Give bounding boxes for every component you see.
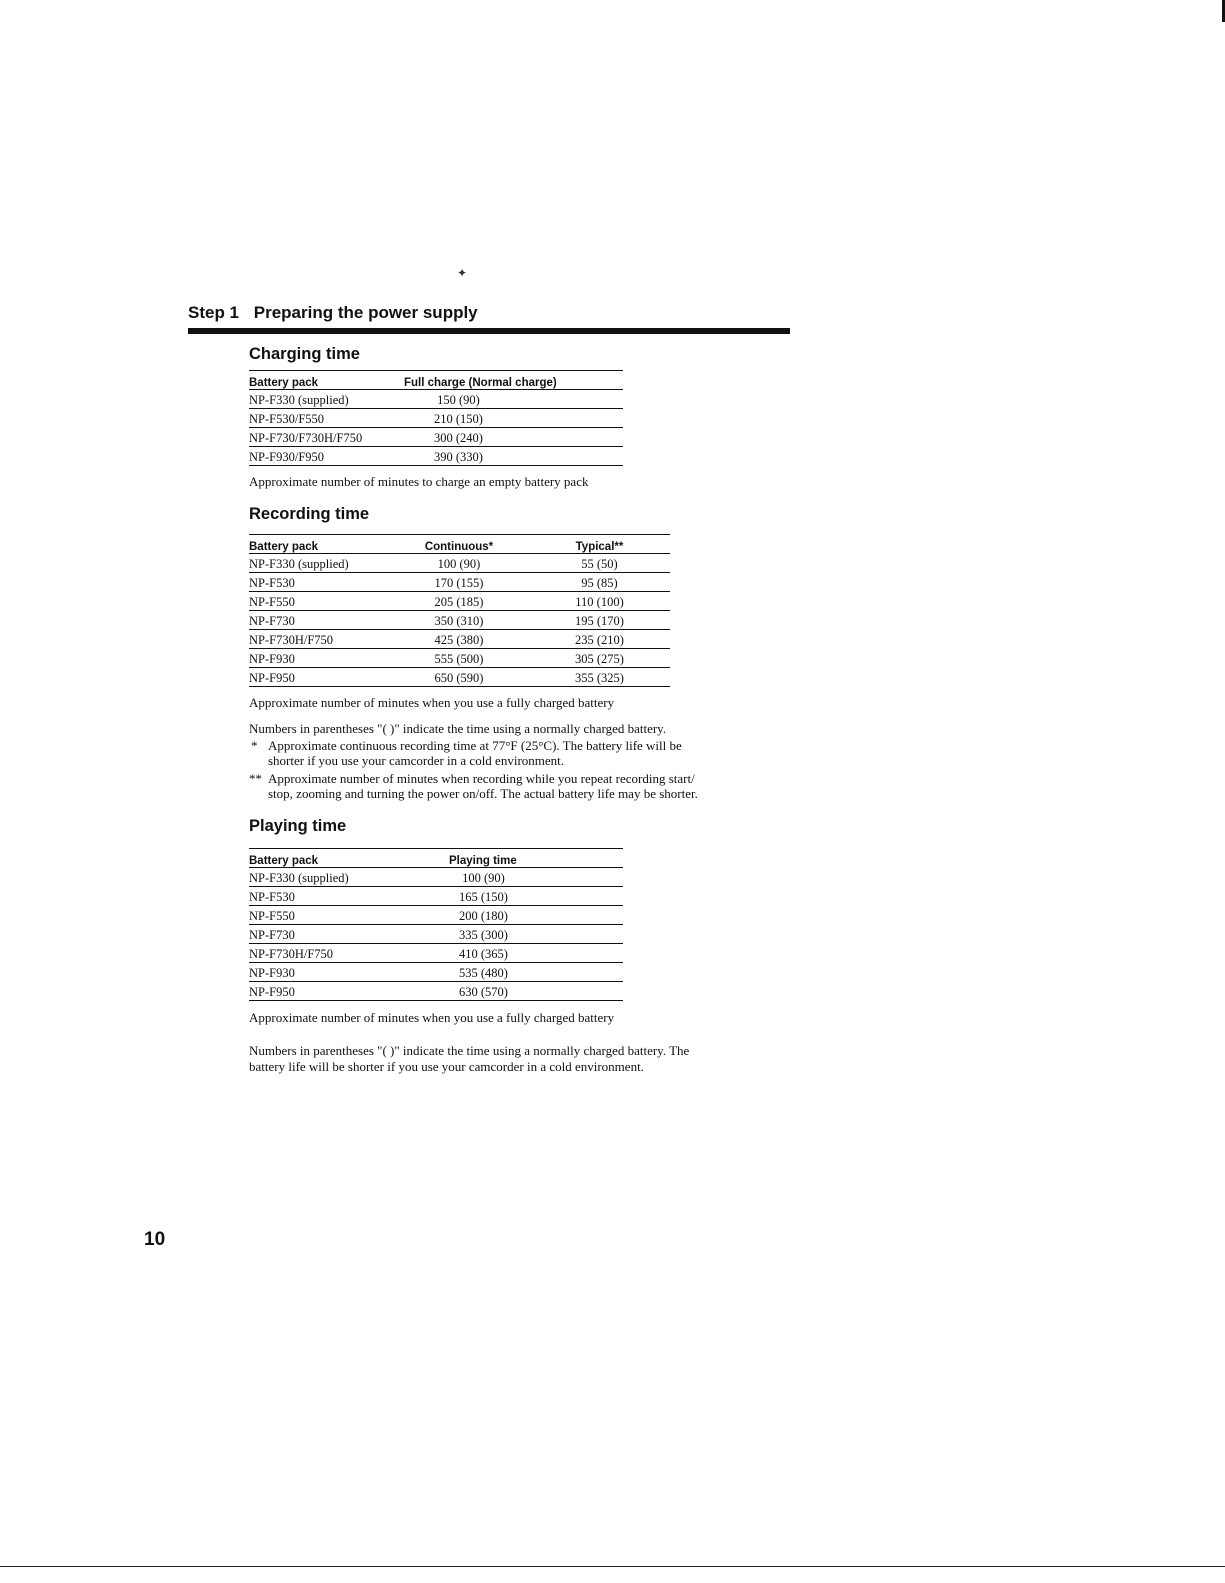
- table-cell: NP-F530: [249, 887, 399, 906]
- table-row: [249, 611, 670, 630]
- column-header: Full charge (Normal charge): [384, 371, 623, 390]
- table-cell: NP-F530/F550: [249, 409, 384, 428]
- step-label: Step 1: [188, 303, 240, 322]
- table-row: [249, 982, 623, 1001]
- note-line: battery life will be shorter if you use your camcorder in a cold environment.: [249, 1059, 644, 1074]
- playing-time-title: Playing time: [249, 817, 347, 835]
- footnote-mark: **: [249, 771, 262, 786]
- table-row: [249, 630, 670, 649]
- table-cell: NP-F930: [249, 649, 389, 668]
- table-row: [249, 409, 623, 428]
- column-header: Playing time: [399, 849, 623, 868]
- table-cell: 425 (380): [389, 630, 529, 649]
- table-row: [249, 592, 670, 611]
- page-number: 10: [144, 1229, 166, 1250]
- table-cell: 650 (590): [389, 668, 529, 687]
- table-cell: 210 (150): [384, 409, 623, 428]
- table-cell: 355 (325): [529, 668, 670, 687]
- footnote-line: stop, zooming and turning the power on/off. The actual battery life may be shorter.: [268, 786, 698, 801]
- table-cell: NP-F330 (supplied): [249, 390, 384, 409]
- table-row: [249, 906, 623, 925]
- footnote-line: shorter if you use your camcorder in a cold environment.: [268, 753, 565, 768]
- playing-paren-note: [249, 1043, 689, 1075]
- recording-note: Approximate number of minutes when you use a fully charged battery: [249, 695, 615, 710]
- table-cell: 100 (90): [399, 868, 623, 887]
- table-cell: NP-F730H/F750: [249, 630, 389, 649]
- table-cell: NP-F730: [249, 925, 399, 944]
- table-row: [249, 868, 623, 887]
- footnote-line: Approximate number of minutes when recording while you repeat recording start/: [268, 771, 695, 786]
- table-row: [249, 887, 623, 906]
- table-cell: 205 (185): [389, 592, 529, 611]
- footnote-line: Approximate continuous recording time at 77°F (25°C). The battery life will be: [268, 738, 682, 753]
- table-cell: 335 (300): [399, 925, 623, 944]
- scan-speck-icon: ✦: [457, 266, 468, 280]
- playing-note: Approximate number of minutes when you use a fully charged battery: [249, 1010, 615, 1025]
- table-cell: 165 (150): [399, 887, 623, 906]
- table-cell: 150 (90): [384, 390, 623, 409]
- table-cell: 200 (180): [399, 906, 623, 925]
- table-row: [249, 925, 623, 944]
- table-row: [249, 944, 623, 963]
- table-row: [249, 554, 670, 573]
- table-row: [249, 447, 623, 466]
- table-cell: 170 (155): [389, 573, 529, 592]
- table-header-row: [249, 371, 623, 390]
- table-row: [249, 390, 623, 409]
- table-cell: 195 (170): [529, 611, 670, 630]
- recording-time-title: Recording time: [249, 505, 370, 523]
- table-cell: 390 (330): [384, 447, 623, 466]
- table-cell: NP-F730H/F750: [249, 944, 399, 963]
- table-cell: NP-F730/F730H/F750: [249, 428, 384, 447]
- table-cell: 110 (100): [529, 592, 670, 611]
- table-cell: NP-F930/F950: [249, 447, 384, 466]
- note-line: Numbers in parentheses "( )" indicate the time using a normally charged battery. The: [249, 1043, 690, 1058]
- table-cell: NP-F730: [249, 611, 389, 630]
- table-row: [249, 963, 623, 982]
- footnote-mark: *: [251, 738, 258, 753]
- table-cell: NP-F930: [249, 963, 399, 982]
- column-header: Battery pack: [249, 535, 389, 554]
- header-rule: [188, 328, 790, 334]
- charging-time-title: Charging time: [249, 345, 360, 363]
- table-header-row: [249, 849, 623, 868]
- page-title: Preparing the power supply: [253, 303, 478, 322]
- table-cell: 55 (50): [529, 554, 670, 573]
- table-row: [249, 428, 623, 447]
- column-header: Battery pack: [249, 371, 384, 390]
- playing-time-table: [249, 848, 623, 1001]
- charging-note: Approximate number of minutes to charge an empty battery pack: [249, 474, 589, 489]
- table-cell: NP-F950: [249, 982, 399, 1001]
- table-header-row: [249, 535, 670, 554]
- recording-time-table: [249, 534, 670, 687]
- recording-paren-note: Numbers in parentheses "( )" indicate the time using a normally charged battery.: [249, 721, 667, 736]
- table-cell: NP-F330 (supplied): [249, 868, 399, 887]
- table-row: [249, 649, 670, 668]
- table-cell: 300 (240): [384, 428, 623, 447]
- table-cell: 100 (90): [389, 554, 529, 573]
- table-cell: NP-F550: [249, 592, 389, 611]
- page-bottom-edge: [0, 1566, 1225, 1567]
- column-header: Battery pack: [249, 849, 399, 868]
- table-cell: 410 (365): [399, 944, 623, 963]
- table-cell: 630 (570): [399, 982, 623, 1001]
- table-cell: NP-F550: [249, 906, 399, 925]
- charging-time-table: [249, 370, 623, 466]
- table-cell: 95 (85): [529, 573, 670, 592]
- table-cell: 555 (500): [389, 649, 529, 668]
- page-header: [188, 303, 478, 323]
- table-cell: NP-F530: [249, 573, 389, 592]
- table-row: [249, 668, 670, 687]
- footnote-text: [268, 738, 682, 768]
- table-cell: 350 (310): [389, 611, 529, 630]
- column-header: Continuous*: [389, 535, 529, 554]
- footnote-text: [268, 771, 698, 801]
- table-cell: 305 (275): [529, 649, 670, 668]
- table-row: [249, 573, 670, 592]
- table-cell: NP-F330 (supplied): [249, 554, 389, 573]
- table-cell: 235 (210): [529, 630, 670, 649]
- column-header: Typical**: [529, 535, 670, 554]
- table-cell: 535 (480): [399, 963, 623, 982]
- table-cell: NP-F950: [249, 668, 389, 687]
